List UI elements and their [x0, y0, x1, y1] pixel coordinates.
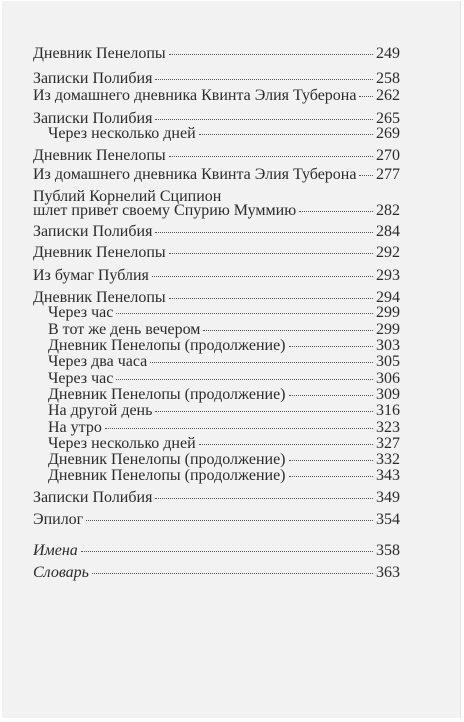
leader-dots [155, 411, 373, 412]
toc-entry-page: 265 [376, 110, 400, 127]
toc-entry-page: 349 [376, 489, 400, 506]
toc-entry-title: Записки Полибия [33, 110, 153, 127]
toc-entry-title: Эпилог [33, 511, 84, 528]
toc-entry-page: 293 [376, 267, 400, 284]
toc-entry-13 [48, 304, 400, 322]
toc-entry-19 [48, 402, 400, 420]
toc-entry-page: 258 [376, 70, 400, 87]
toc-entry-6 [33, 166, 400, 184]
table-of-contents [2, 1, 460, 718]
leader-dots [359, 96, 373, 97]
toc-entry-page: 323 [376, 419, 400, 436]
toc-entry-title: Словарь [33, 564, 89, 581]
toc-entry-11 [33, 267, 400, 285]
leader-dots [169, 54, 373, 55]
toc-entry-title: Через несколько дней [48, 125, 196, 142]
toc-entry-page: 292 [376, 244, 400, 261]
toc-entry-23 [48, 467, 400, 485]
toc-entry-title: На другой день [48, 402, 153, 419]
toc-entry-page: 299 [376, 321, 400, 338]
leader-dots [150, 362, 373, 363]
toc-entry-8 [33, 202, 400, 220]
leader-dots [92, 573, 373, 574]
toc-entry-page: 354 [376, 511, 400, 528]
leader-dots [116, 313, 373, 314]
leader-dots [116, 379, 373, 380]
book-page [2, 1, 461, 718]
leader-dots [299, 211, 373, 212]
leader-dots [155, 232, 373, 233]
toc-entry-page: 303 [376, 337, 400, 354]
toc-entry-page: 282 [376, 202, 400, 219]
toc-entry-1 [33, 70, 400, 88]
leader-dots [199, 444, 373, 445]
toc-entry-title: Дневник Пенелопы (продолжение) [48, 451, 286, 468]
toc-entry-2 [33, 87, 400, 105]
toc-entry-title: Дневник Пенелопы [33, 244, 166, 261]
toc-entry-5 [33, 147, 400, 165]
leader-dots [169, 298, 373, 299]
toc-entry-page: 316 [376, 402, 400, 419]
toc-entry-title: Из домашнего дневника Квинта Элия Туберона [33, 166, 357, 183]
toc-entry-page: 327 [376, 435, 400, 452]
toc-entry-page: 343 [376, 467, 400, 484]
toc-entry-title: Дневник Пенелопы (продолжение) [48, 337, 286, 354]
toc-entry-9 [33, 223, 400, 241]
toc-entry-title: Записки Полибия [33, 223, 153, 240]
toc-entry-title: Из бумаг Публия [33, 267, 149, 284]
toc-entry-26 [33, 542, 400, 560]
toc-entry-title: шлет привет своему Спурию Муммию [33, 202, 297, 219]
leader-dots [155, 79, 373, 80]
leader-dots [169, 156, 373, 157]
toc-entry-page: 363 [376, 564, 400, 581]
leader-dots [203, 330, 373, 331]
toc-entry-title: Через час [48, 370, 114, 387]
toc-entry-0 [33, 45, 400, 63]
toc-entry-page: 309 [376, 386, 400, 403]
toc-entry-page: 358 [376, 542, 400, 559]
toc-entry-page: 249 [376, 45, 400, 62]
leader-dots [152, 276, 373, 277]
leader-dots [105, 428, 373, 429]
toc-entry-4 [48, 125, 400, 143]
toc-entry-title: Записки Полибия [33, 70, 153, 87]
toc-entry-title: Через час [48, 304, 114, 321]
toc-entry-title: Дневник Пенелопы (продолжение) [48, 467, 286, 484]
toc-entry-title: Дневник Пенелопы (продолжение) [48, 386, 286, 403]
toc-entry-page: 262 [376, 87, 400, 104]
toc-entry-title: Дневник Пенелопы [33, 289, 166, 306]
toc-entry-title: Из домашнего дневника Квинта Элия Туберона [33, 87, 357, 104]
toc-entry-title: На утро [48, 419, 102, 436]
toc-entry-title: В тот же день вечером [48, 321, 201, 338]
toc-entry-page: 332 [376, 451, 400, 468]
toc-entry-27 [33, 564, 400, 582]
toc-entry-title: Дневник Пенелопы [33, 45, 166, 62]
toc-entry-title: Через два часа [48, 353, 148, 370]
toc-entry-page: 305 [376, 353, 400, 370]
toc-entry-25 [33, 511, 400, 529]
toc-entry-title: Через несколько дней [48, 435, 196, 452]
toc-entry-page: 284 [376, 223, 400, 240]
leader-dots [155, 498, 373, 499]
toc-entry-page: 306 [376, 370, 400, 387]
toc-entry-page: 299 [376, 304, 400, 321]
leader-dots [81, 551, 373, 552]
toc-entry-page: 277 [376, 166, 400, 183]
toc-entry-page: 294 [376, 289, 400, 306]
leader-dots [169, 253, 373, 254]
toc-entry-16 [48, 353, 400, 371]
leader-dots [289, 346, 374, 347]
toc-entry-10 [33, 244, 400, 262]
toc-entry-title: Записки Полибия [33, 489, 153, 506]
leader-dots [289, 395, 374, 396]
toc-entry-title: Дневник Пенелопы [33, 147, 166, 164]
leader-dots [289, 460, 374, 461]
leader-dots [199, 134, 373, 135]
leader-dots [86, 520, 373, 521]
toc-entry-24 [33, 489, 400, 507]
toc-entry-page: 269 [376, 125, 400, 142]
toc-entry-title: Имена [33, 542, 78, 559]
toc-entry-title: Публий Корнелий Сципион [33, 188, 222, 205]
leader-dots [359, 175, 373, 176]
leader-dots [155, 119, 373, 120]
leader-dots [289, 476, 374, 477]
toc-entry-page: 270 [376, 147, 400, 164]
